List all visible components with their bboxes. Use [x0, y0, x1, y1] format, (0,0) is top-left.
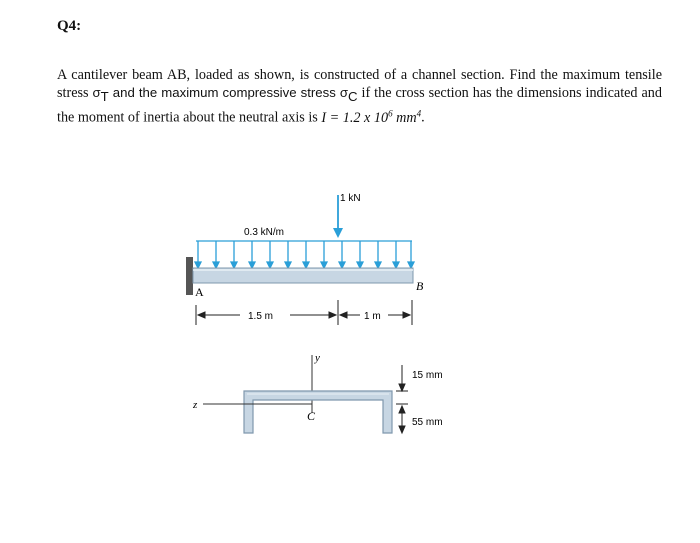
question-label: Q4: — [57, 18, 82, 34]
z-axis-label: z — [193, 399, 198, 411]
formula-exponent-1: 6 — [388, 107, 393, 118]
span1-label: 1.5 m — [248, 311, 274, 322]
channel-section — [244, 391, 392, 433]
distributed-load-label: 0.3 kN/m — [244, 227, 285, 238]
formula-main: I = 1.2 x 10 — [321, 109, 389, 126]
bottom-dimension-label: 55 mm — [412, 417, 443, 428]
problem-text-3: if the cross section has the dimensions indicated and the moment of inertia about the neutral axis is — [57, 85, 662, 126]
fixed-support-wall — [186, 257, 193, 295]
sigma-t-symbol: σ — [92, 85, 101, 100]
sigma-c-symbol: σ — [339, 85, 349, 100]
point-load-label: 1 kN — [340, 193, 361, 204]
beam-ab — [193, 268, 413, 283]
span2-label: 1 m — [364, 311, 381, 322]
formula-exponent-2: 4 — [416, 107, 422, 118]
top-dimension-label: 15 mm — [412, 370, 443, 381]
problem-text-4: . — [421, 109, 425, 126]
beam-figure — [186, 193, 424, 325]
section-dimension-marks — [396, 365, 408, 433]
free-end-label-b: B — [416, 279, 424, 293]
centroid-label: C — [307, 409, 316, 423]
problem-text-1: A cantilever beam AB, loaded as shown, is constructed of a channel section. Find the maximum tensile stress — [57, 67, 662, 101]
sigma-c-subscript: C — [348, 88, 358, 104]
problem-text-2: and the maximum compressive stress — [108, 85, 340, 100]
distributed-load — [195, 241, 414, 268]
support-label-a: A — [195, 285, 204, 299]
cross-section-figure — [192, 352, 443, 433]
y-axis-label: y — [315, 352, 320, 364]
sigma-t-subscript: T — [100, 88, 109, 104]
formula-unit: mm — [392, 109, 417, 126]
